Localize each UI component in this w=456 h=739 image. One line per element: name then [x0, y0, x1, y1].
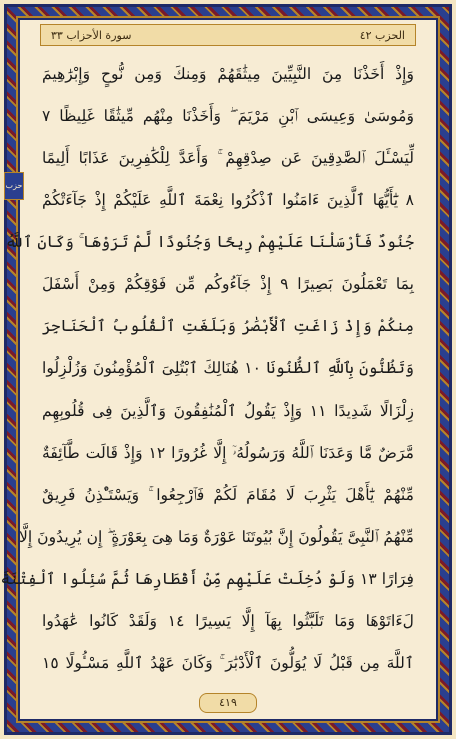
page-footer	[18, 693, 438, 713]
text-line-11: مِّنْهُمْ يَٰٓأَهْلَ يَثْرِبَ لَا مُقَامَ لَكُمْ فَٱرْجِعُوا ۚ وَيَسْتَـْٔذِنُ فَرِيقٌ	[42, 485, 414, 504]
juz-label: الحزب ٤٢	[359, 28, 405, 42]
text-line-7: مِنكُمْ وَإِذْ زَاغَتِ ٱلْأَبْصَٰرُ وَبَلَغَتِ ٱلْقُلُوبُ ٱلْحَنَاجِرَ	[42, 317, 414, 336]
text-line-1: وَإِذْ أَخَذْنَا مِنَ النَّبِيِّينَ مِيثَٰقَهُمْ وَمِنكَ وَمِن نُّوحٍ وَإِبْرَٰهِيمَ	[42, 65, 414, 83]
text-line-14: لَءَاتَوْهَا وَمَا تَلَبَّثُوا بِهَآ إِلَّا يَسِيرًا ١٤ وَلَقَدْ كَانُوا عَٰهَدُوا	[42, 611, 414, 630]
page-header	[40, 24, 416, 46]
surah-label: سورة الأحزاب ٣٣	[51, 28, 132, 42]
text-line-3: لِّيَسْـَٔلَ ٱلصَّٰدِقِينَ عَن صِدْقِهِمْ ۚ وَأَعَدَّ لِلْكَٰفِرِينَ عَذَابًا أَلِيمًا	[42, 149, 414, 168]
text-line-5: جُنُودٌ فَأَرْسَلْنَا عَلَيْهِمْ رِيحًا وَجُنُودًا لَّمْ تَرَوْهَا ۚ وَكَانَ ٱللَّهُ	[4, 233, 414, 252]
text-line-13: فِرَارًا ١٣ وَلَوْ دُخِلَتْ عَلَيْهِم مِّنْ أَقْطَارِهَا ثُمَّ سُئِلُوا ٱلْفِتْنَةَ	[0, 569, 414, 588]
text-frame	[0, 16, 440, 723]
text-line-6: بِمَا تَعْمَلُونَ بَصِيرًا ٩ إِذْ جَآءُوكُم مِّن فَوْقِكُمْ وَمِنْ أَسْفَلَ	[42, 275, 415, 294]
text-line-15: ٱللَّهَ مِن قَبْلُ لَا يُوَلُّونَ ٱلْأَدْبَٰرَ ۚ وَكَانَ عَهْدُ ٱللَّهِ مَسْـُٔولًا ١٥	[42, 653, 414, 672]
text-line-10: مَّرَضٌ مَّا وَعَدَنَا ٱللَّهُ وَرَسُولُهُۥٓ إِلَّا غُرُورًا ١٢ وَإِذْ قَالَت طَّآئِفَةٌ	[42, 443, 414, 462]
text-line-8: وَتَظُنُّونَ بِٱللَّهِ ٱلظُّنُونَا ١٠ هُنَالِكَ ٱبْتُلِىَ ٱلْمُؤْمِنُونَ وَزُلْزِلُوا	[42, 359, 414, 378]
page-number: ٤١٩	[199, 693, 257, 713]
text-line-4: ٨ يَٰٓأَيُّهَا ٱلَّذِينَ ءَامَنُوا ٱذْكُرُوا نِعْمَةَ ٱللَّهِ عَلَيْكُمْ إِذْ جَآءَتْكُمْ	[42, 191, 414, 210]
text-line-9: زِلْزَالًا شَدِيدًا ١١ وَإِذْ يَقُولُ ٱلْمُنَٰفِقُونَ وَٱلَّذِينَ فِى قُلُوبِهِم	[42, 401, 414, 420]
text-line-2: وَمُوسَىٰ وَعِيسَى ٱبْنِ مَرْيَمَ ۖ وَأَخَذْنَا مِنْهُم مِّيثَٰقًا غَلِيظًا ٧	[42, 107, 414, 126]
hizb-marker: حزب	[4, 172, 24, 200]
text-line-12: مِّنْهُمُ ٱلنَّبِىَّ يَقُولُونَ إِنَّ بُيُوتَنَا عَوْرَةٌ وَمَا هِىَ بِعَوْرَةٍ ۖ إِن يُرِيدُونَ إِلَّا	[19, 527, 414, 546]
